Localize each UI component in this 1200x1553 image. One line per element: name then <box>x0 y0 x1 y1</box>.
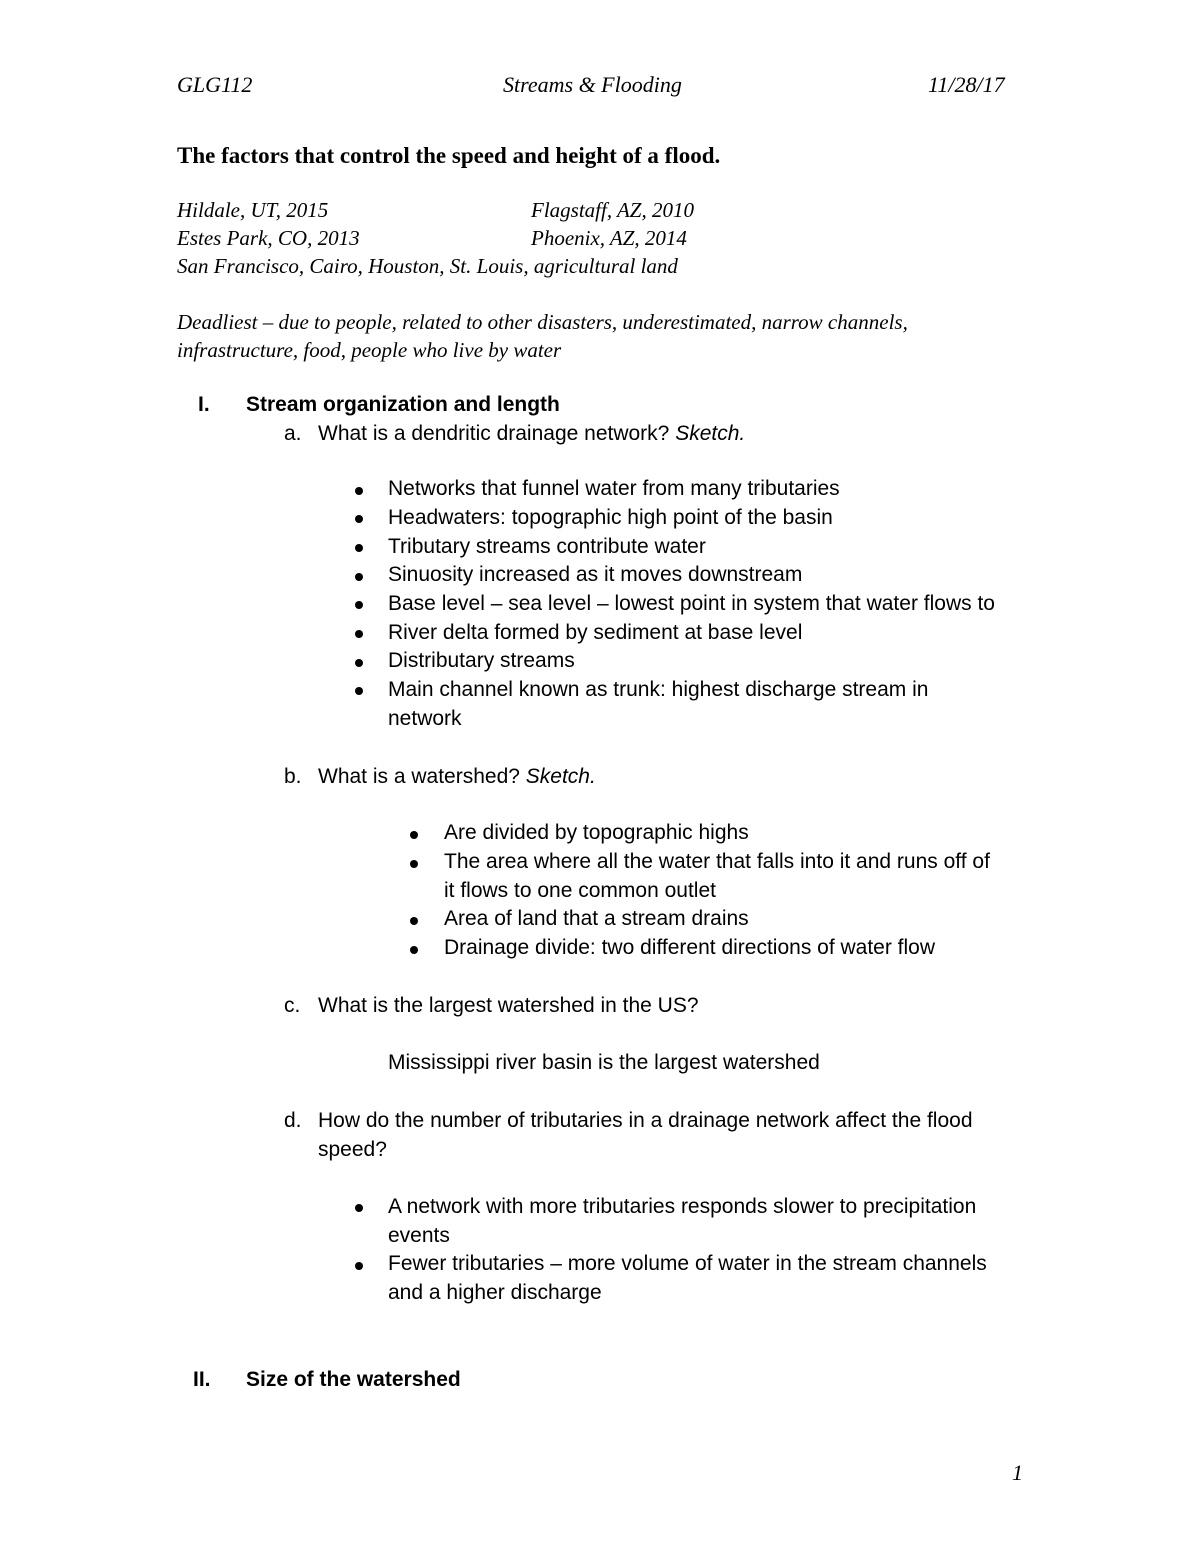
bullet-icon <box>355 1204 363 1212</box>
bullet-icon <box>355 687 363 695</box>
bullet-text: Networks that funnel water from many tributaries <box>388 477 840 500</box>
deadliest-text: infrastructure, food, people who live by water <box>177 338 562 362</box>
answer-text: Mississippi river basin is the largest watershed <box>388 1051 820 1074</box>
location-text: Estes Park, CO, 2013 <box>177 226 360 250</box>
bullet-icon <box>355 515 363 523</box>
bullet-icon <box>355 659 363 667</box>
bullet-icon <box>355 601 363 609</box>
section-title: Size of the watershed <box>246 1368 461 1391</box>
location-text: Flagstaff, AZ, 2010 <box>531 198 694 222</box>
question-text: speed? <box>318 1138 387 1161</box>
bullet-text: Area of land that a stream drains <box>444 907 749 930</box>
bullet-text: it flows to one common outlet <box>444 879 716 902</box>
bullet-text: Fewer tributaries – more volume of water in the stream channels <box>388 1252 987 1275</box>
question-text: How do the number of tributaries in a drainage network affect the flood <box>318 1109 973 1132</box>
header-course: GLG112 <box>177 72 253 97</box>
bullet-text: River delta formed by sediment at base level <box>388 621 803 644</box>
section-numeral: II. <box>193 1368 211 1391</box>
bullet-icon <box>355 573 363 581</box>
deadliest-text: Deadliest – due to people, related to other disasters, underestimated, narrow channels, <box>177 310 908 334</box>
bullet-text: events <box>388 1224 450 1247</box>
section-title: Stream organization and length <box>246 393 560 416</box>
question-text: What is the largest watershed in the US? <box>318 994 699 1017</box>
question-text: What is a watershed? Sketch. <box>318 765 596 788</box>
bullet-text: Base level – sea level – lowest point in system that water flows to <box>388 592 995 615</box>
bullet-text: A network with more tributaries responds slower to precipitation <box>388 1195 977 1218</box>
question-letter: c. <box>284 994 301 1017</box>
bullet-icon <box>410 860 418 868</box>
location-text: Phoenix, AZ, 2014 <box>531 226 687 250</box>
section-numeral: I. <box>198 393 210 416</box>
bullet-text: Headwaters: topographic high point of the basin <box>388 506 833 529</box>
location-text: Hildale, UT, 2015 <box>177 198 329 222</box>
bullet-icon <box>355 1262 363 1270</box>
page-title: The factors that control the speed and height of a flood. <box>177 143 721 168</box>
bullet-text: The area where all the water that falls into it and runs off of <box>444 850 990 873</box>
page-number: 1 <box>1012 1460 1023 1485</box>
bullet-text: Tributary streams contribute water <box>388 535 706 558</box>
bullet-icon <box>410 831 418 839</box>
bullet-text: and a higher discharge <box>388 1281 602 1304</box>
header-date: 11/28/17 <box>928 72 1005 97</box>
bullet-text: Drainage divide: two different directions of water flow <box>444 936 936 959</box>
question-letter: b. <box>284 765 302 788</box>
bullet-text: Distributary streams <box>388 649 575 672</box>
bullet-text: network <box>388 707 462 730</box>
bullet-text: Sinuosity increased as it moves downstream <box>388 563 803 586</box>
bullet-icon <box>410 946 418 954</box>
question-text: What is a dendritic drainage network? Sketch. <box>318 422 746 445</box>
bullet-icon <box>355 630 363 638</box>
location-text: San Francisco, Cairo, Houston, St. Louis, agricultural land <box>177 254 678 278</box>
question-letter: a. <box>284 422 302 445</box>
bullet-text: Are divided by topographic highs <box>444 821 749 844</box>
header-topic: Streams & Flooding <box>503 72 682 97</box>
question-letter: d. <box>284 1109 302 1132</box>
bullet-icon <box>355 544 363 552</box>
bullet-text: Main channel known as trunk: highest discharge stream in <box>388 678 929 701</box>
bullet-icon <box>355 487 363 495</box>
bullet-icon <box>410 917 418 925</box>
